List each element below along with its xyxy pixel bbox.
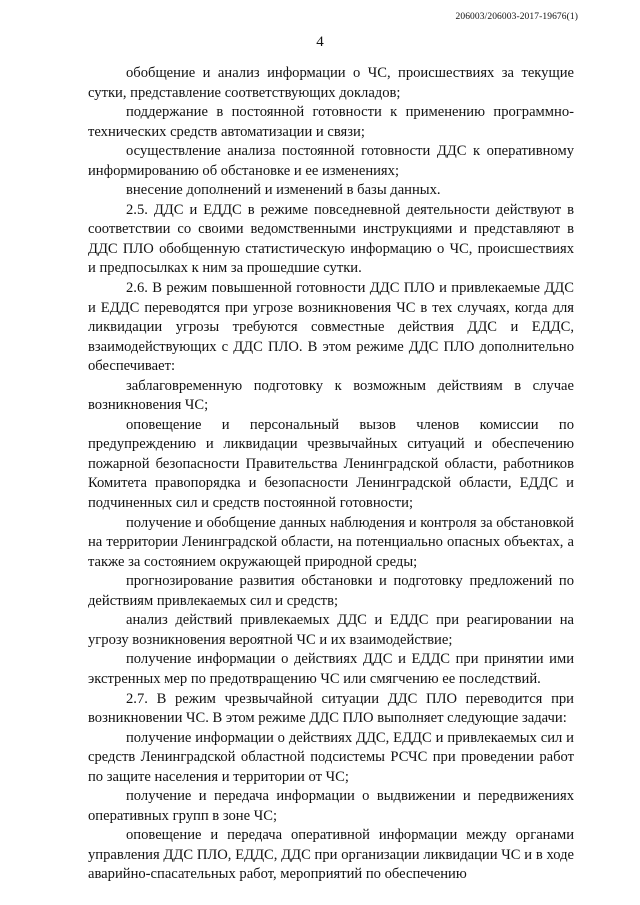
paragraph: осуществление анализа постоянной готовности ДДС к оперативному информированию об обстановке и ее изменениях; <box>88 143 574 179</box>
paragraph: получение и обобщение данных наблюдения и контроля за обстановкой на территории Ленинградской области, на потенциально опасных объектах, а также за состоянием окружающей природной среды; <box>88 514 574 570</box>
paragraph-section-2-5: 2.5. ДДС и ЕДДС в режиме повседневной деятельности действуют в соответствии со своими ведомственными инструкциями и представляют в ДДС ПЛО обобщенную статистическую информацию о ЧС, происшествиях и предпосылках к ним за прошедшие сутки. <box>88 201 574 277</box>
document-body <box>88 64 574 885</box>
paragraph: обобщение и анализ информации о ЧС, происшествиях за текущие сутки, представление соответствующих докладов; <box>88 65 574 101</box>
paragraph: прогнозирование развития обстановки и подготовку предложений по действиям привлекаемых сил и средств; <box>88 573 574 609</box>
paragraph: внесение дополнений и изменений в базы данных. <box>126 182 441 199</box>
paragraph: поддержание в постоянной готовности к применению программно-технических средств автоматизации и связи; <box>88 104 574 140</box>
paragraph: получение и передача информации о выдвижении и передвижениях оперативных групп в зоне ЧС; <box>88 788 574 824</box>
document-id: 206003/206003-2017-19676(1) <box>455 12 578 22</box>
paragraph: заблаговременную подготовку к возможным действиям в случае возникновения ЧС; <box>88 377 574 414</box>
paragraph-section-2-6: 2.6. В режим повышенной готовности ДДС ПЛО и привлекаемые ДДС и ЕДДС переводятся при угрозе возникновения ЧС в тех случаях, когда для ликвидации угрозы требуются совместные действия ДДС и ЕДДС, взаимодействующих с ДДС ПЛО. В этом режиме ДДС ПЛО дополнительно обеспечивает: <box>88 280 574 375</box>
paragraph-section-2-7: 2.7. В режим чрезвычайной ситуации ДДС ПЛО переводится при возникновении ЧС. В этом режиме ДДС ПЛО выполняет следующие задачи: <box>88 690 574 727</box>
paragraph: анализ действий привлекаемых ДДС и ЕДДС при реагировании на угрозу возникновения вероятной ЧС и их взаимодействие; <box>88 612 574 648</box>
paragraph: получение информации о действиях ДДС, ЕДДС и привлекаемых сил и средств Ленинградской областной подсистемы РСЧС при проведении работ по защите населения и территории от ЧС; <box>88 729 574 785</box>
paragraph: оповещение и персональный вызов членов комиссии по предупреждению и ликвидации чрезвычайных ситуаций и обеспечению пожарной безопасности Правительства Ленинградской области, работников Комитета правопорядка и безопасности Ленинградской области, ЕДДС и подчиненных сил и средств постоянной готовности; <box>88 416 574 512</box>
page-number: 4 <box>316 34 324 50</box>
paragraph: оповещение и передача оперативной информации между органами управления ДДС ПЛО, ЕДДС, ДДС при организации ликвидации ЧС и в ходе аварийно-спасательных работ, мероприятий по обеспечению <box>88 827 574 883</box>
paragraph: получение информации о действиях ДДС и ЕДДС при принятии ими экстренных мер по предотвращению ЧС или смягчению ее последствий. <box>88 651 574 687</box>
